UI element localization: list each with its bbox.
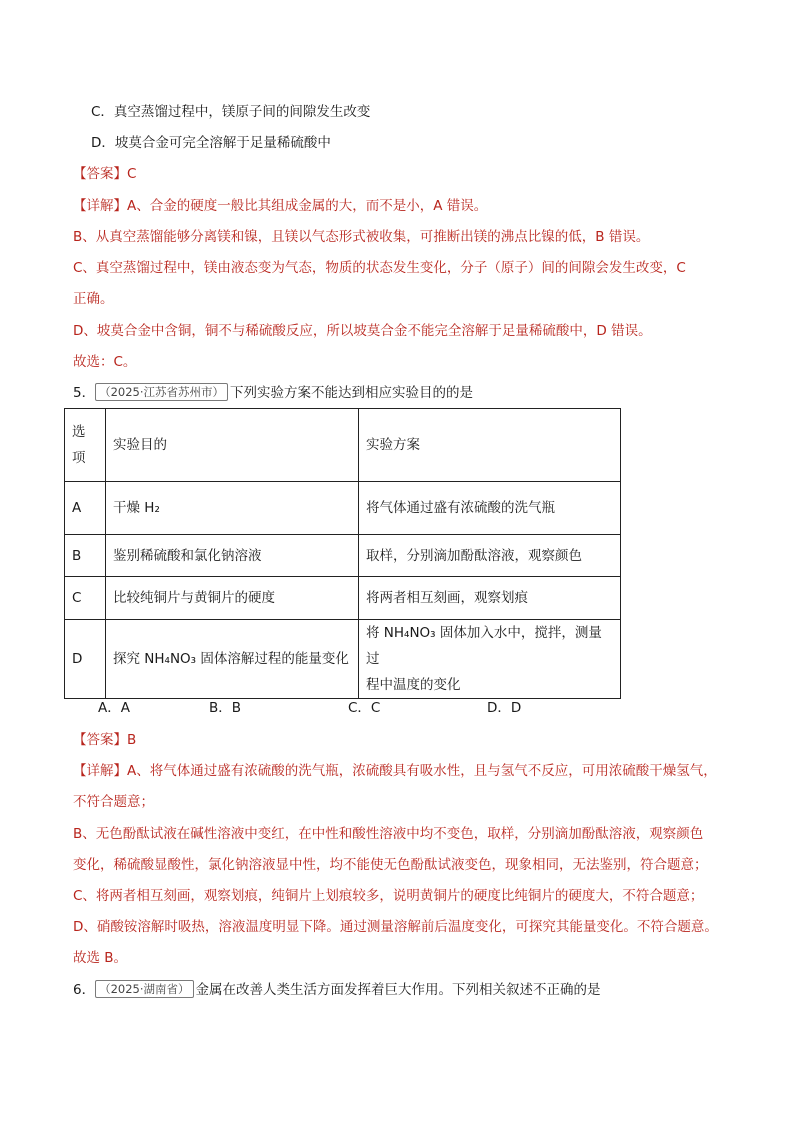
explanation-text: A、合金的硬度一般比其组成金属的大，而不是小，A 错误。 — [127, 198, 488, 214]
question-5-stem — [73, 383, 473, 403]
header-cell-method: 实验方案 — [359, 409, 621, 482]
table-row — [65, 620, 621, 699]
cell-option: D — [65, 620, 106, 699]
explanation-text: A、将气体通过盛有浓硫酸的洗气瓶，浓硫酸具有吸水性，且与氢气不反应，可用浓硫酸干燥氢气， — [127, 763, 717, 779]
source-badge: （2025·江苏省苏州市） — [95, 383, 228, 401]
explanation-text: B、无色酚酞试液在碱性溶液中变红，在中性和酸性溶液中均不变色，取样，分别滴加酚酞溶液，观察颜色 — [73, 826, 704, 842]
table-header-row — [65, 409, 621, 482]
question-text: 金属在改善人类生活方面发挥着巨大作用。下列相关叙述不正确的是 — [195, 982, 601, 998]
conclusion-text: 故选 B。 — [73, 950, 128, 966]
option-c: C．真空蒸馏过程中，镁原子间的间隙发生改变 — [91, 104, 371, 120]
cell-method: 将 NH₄NO₃ 固体加入水中，搅拌，测量过 程中温度的变化 — [359, 620, 621, 699]
header-cell-purpose: 实验目的 — [106, 409, 359, 482]
cell-method: 将气体通过盛有浓硫酸的洗气瓶 — [359, 482, 621, 535]
explanation-text: 正确。 — [73, 291, 114, 307]
explanation-label: 【详解】 — [73, 763, 127, 779]
options-table — [64, 408, 621, 699]
answer-label: 【答案】 — [73, 166, 127, 182]
cell-option: A — [65, 482, 106, 535]
cell-method: 取样，分别滴加酚酞溶液，观察颜色 — [359, 535, 621, 577]
cell-purpose: 探究 NH₄NO₃ 固体溶解过程的能量变化 — [106, 620, 359, 699]
table-row — [65, 482, 621, 535]
cell-option: B — [65, 535, 106, 577]
conclusion-text: 故选：C。 — [73, 354, 137, 370]
cell-purpose: 干燥 H₂ — [106, 482, 359, 535]
explanation-text: B、从真空蒸馏能够分离镁和镍，且镁以气态形式被收集，可推断出镁的沸点比镍的低，B 错误。 — [73, 229, 650, 245]
cell-purpose: 比较纯铜片与黄铜片的硬度 — [106, 577, 359, 620]
question-number: 6． — [73, 982, 96, 998]
explanation-text: C、真空蒸馏过程中，镁由液态变为气态，物质的状态发生变化，分子（原子）间的间隙会发生改变，C — [73, 260, 686, 276]
choice-b: B．B — [209, 700, 242, 716]
question-text: 下列实验方案不能达到相应实验目的的是 — [230, 385, 474, 401]
choice-d: D．D — [487, 700, 522, 716]
explanation-text: D、坡莫合金中含铜，铜不与稀硫酸反应，所以坡莫合金不能完全溶解于足量稀硫酸中，D 错误。 — [73, 323, 652, 339]
table-row — [65, 535, 621, 577]
cell-method: 将两者相互刻画，观察划痕 — [359, 577, 621, 620]
answer-choices — [98, 698, 558, 718]
answer-value: B — [127, 732, 137, 748]
explanation-line — [73, 196, 487, 216]
question-6-stem — [73, 980, 601, 1000]
question-number: 5． — [73, 385, 96, 401]
choice-a: A．A — [98, 700, 130, 716]
cell-purpose: 鉴别稀硫酸和氯化钠溶液 — [106, 535, 359, 577]
explanation-text: D、硝酸铵溶解时吸热，溶液温度明显下降。通过测量溶解前后温度变化，可探究其能量变化。不符合题意。 — [73, 919, 718, 935]
explanation-text: 变化，稀硫酸显酸性，氯化钠溶液显中性，均不能使无色酚酞试液变色，现象相同，无法鉴别，符合题意； — [73, 857, 708, 873]
answer-value: C — [127, 166, 137, 182]
explanation-label: 【详解】 — [73, 198, 127, 214]
option-d: D．坡莫合金可完全溶解于足量稀硫酸中 — [91, 135, 331, 151]
table-row — [65, 577, 621, 620]
answer-label: 【答案】 — [73, 732, 127, 748]
cell-option: C — [65, 577, 106, 620]
explanation-line — [73, 761, 717, 781]
header-cell-option: 选 项 — [65, 409, 106, 482]
explanation-text: C、将两者相互刻画，观察划痕，纯铜片上划痕较多，说明黄铜片的硬度比纯铜片的硬度大，不符合题意； — [73, 888, 704, 904]
source-badge: （2025·湖南省） — [95, 980, 193, 998]
explanation-text: 不符合题意； — [73, 794, 154, 810]
answer-line — [73, 164, 136, 184]
answer-line — [73, 730, 136, 750]
choice-c: C．C — [348, 700, 381, 716]
